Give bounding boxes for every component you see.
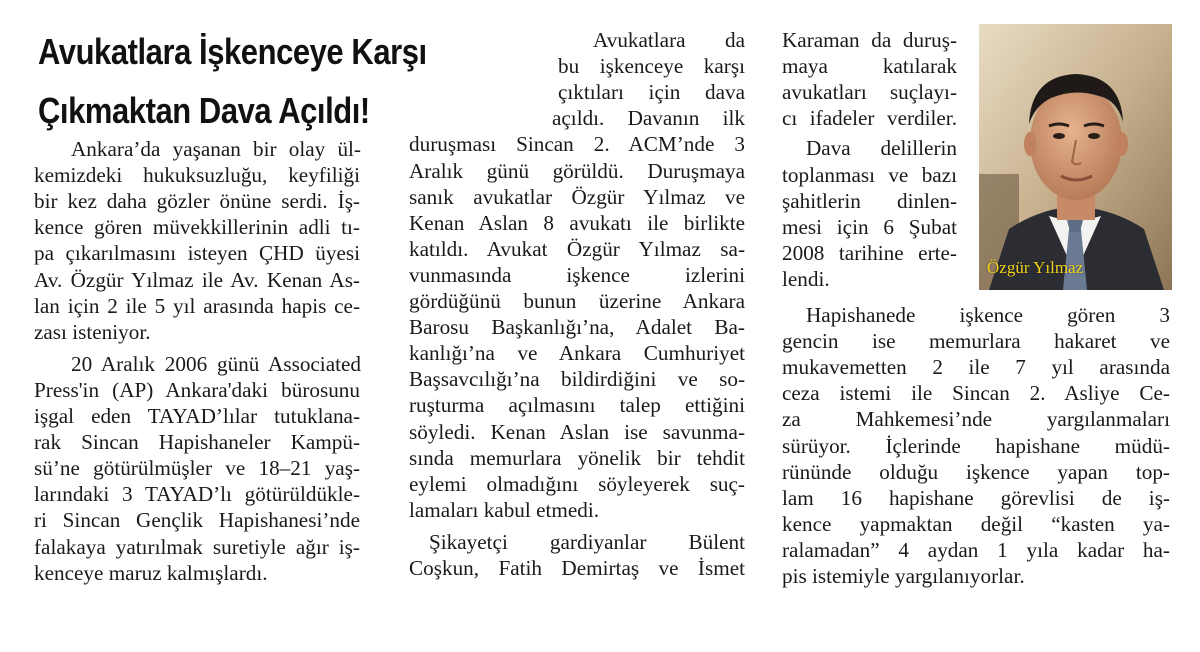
column1-line: Press'in (AP) Ankara'daki bürosunu bbox=[34, 378, 360, 402]
column2-line: Avukatlara da bbox=[593, 28, 745, 52]
column3-line: Hapishanede işkence gören 3 bbox=[806, 303, 1170, 327]
column2-line: sında memurlara yönelik bir tehdit bbox=[409, 446, 745, 470]
headline-line-1: Avukatlara İşkenceye Karşı bbox=[38, 31, 427, 72]
column2-line: gördüğünü bunun üzerine Ankara bbox=[409, 289, 745, 313]
column2-line: Barosu Başkanlığı’na, Adalet Ba- bbox=[409, 315, 745, 339]
portrait-photo bbox=[979, 24, 1172, 290]
column2-line: vunmasında işkence izlerini bbox=[409, 263, 745, 287]
column3-line: lendi. bbox=[782, 267, 830, 291]
column2-line: duruşması Sincan 2. ACM’nde 3 bbox=[409, 132, 745, 156]
column1-line: Ankara’da yaşanan bir olay ül- bbox=[71, 137, 361, 161]
column2-line: Başsavcılığı’na bildirdiğini ve so- bbox=[409, 367, 745, 391]
article-headline bbox=[38, 22, 485, 140]
column2-line: ruşturma açılmasını talep ettiğini bbox=[409, 393, 745, 417]
column3-line: za Mahkemesi’nde yargılanmaları bbox=[782, 407, 1170, 431]
column3-line: 2008 tarihine erte- bbox=[782, 241, 957, 265]
column2-line: söyledi. Kenan Aslan ise savunma- bbox=[409, 420, 745, 444]
column3-line: maya katılarak bbox=[782, 54, 957, 78]
column2-line: Coşkun, Fatih Demirtaş ve İsmet bbox=[409, 556, 745, 580]
column2-line: Kenan Aslan 8 avukatı ile birlikte bbox=[409, 211, 745, 235]
column2-line: Aralık günü görüldü. Duruşmaya bbox=[409, 159, 745, 183]
column1-line: rak Sincan Hapishaneler Kampü- bbox=[34, 430, 360, 454]
column3-line: avukatları suçlayı- bbox=[782, 80, 957, 104]
column1-line: kence gören müvekkillerinin adli tı- bbox=[34, 215, 360, 239]
column3-line: pis istemiyle yargılanıyorlar. bbox=[782, 564, 1025, 588]
column1-line: kemizdeki hukuksuzluğu, keyfiliği bbox=[34, 163, 360, 187]
column1-line: sü’ne götürülmüşler ve 18–21 yaş- bbox=[34, 456, 360, 480]
column3-line: rününde olduğu işkence yapan top- bbox=[782, 460, 1170, 484]
column3-line: lam 16 hapishane görevlisi de iş- bbox=[782, 486, 1170, 510]
column3-line: toplanması ve bazı bbox=[782, 163, 957, 187]
column2-line: kanlığı’na ve Ankara Cumhuriyet bbox=[409, 341, 745, 365]
column2-line: sanık avukatlar Özgür Yılmaz ve bbox=[409, 185, 745, 209]
column3-line: Dava delillerin bbox=[806, 136, 957, 160]
column3-line: şahitlerin dinlen- bbox=[782, 189, 957, 213]
column1-line: bir kez daha gözler önüne serdi. İş- bbox=[34, 189, 360, 213]
column1-line: pa çıkarılmasını isteyen ÇHD üyesi bbox=[34, 241, 360, 265]
column1-line: 20 Aralık 2006 günü Associated bbox=[71, 352, 361, 376]
column2-line: Şikayetçi gardiyanlar Bülent bbox=[429, 530, 745, 554]
headline-line-2: Çıkmaktan Dava Açıldı! bbox=[38, 90, 370, 131]
column2-line: bu işkenceye karşı bbox=[558, 54, 745, 78]
column2-line: katıldı. Avukat Özgür Yılmaz sa- bbox=[409, 237, 745, 261]
column2-line: eylemi olmadığını söyleyerek suç- bbox=[409, 472, 745, 496]
column1-line: lan için 2 ile 5 yıl arasında hapis ce- bbox=[34, 294, 360, 318]
column1-line: larındaki 3 TAYAD’lı götürüldükle- bbox=[34, 482, 360, 506]
column3-line: mukavemetten 2 ile 7 yıl arasında bbox=[782, 355, 1170, 379]
column1-line: işgal eden TAYAD’lılar tutuklana- bbox=[34, 404, 360, 428]
photo-caption: Özgür Yılmaz bbox=[987, 258, 1084, 277]
column1-line: falakaya yatırılmak suretiyle ağır iş- bbox=[34, 535, 360, 559]
column1-line: zası isteniyor. bbox=[34, 320, 151, 344]
column3-line: sürüyor. İçlerinde hapishane müdü- bbox=[782, 434, 1170, 458]
column3-line: Karaman da duruş- bbox=[782, 28, 957, 52]
column3-line: ralamadan” 4 aydan 1 yıla kadar ha- bbox=[782, 538, 1170, 562]
column2-line: lamaları kabul etmedi. bbox=[409, 498, 600, 522]
column3-line: kence yapmaktan değil “kasten ya- bbox=[782, 512, 1170, 536]
column3-line: gencin ise memurlara hakaret ve bbox=[782, 329, 1170, 353]
column3-line: mesi için 6 Şubat bbox=[782, 215, 957, 239]
column3-line: ceza istemi ile Sincan 2. Asliye Ce- bbox=[782, 381, 1170, 405]
column1-line: ri Sincan Gençlik Hapishanesi’nde bbox=[34, 508, 360, 532]
column1-line: Av. Özgür Yılmaz ile Av. Kenan As- bbox=[34, 268, 360, 292]
column1-line: kenceye maruz kalmışlardı. bbox=[34, 561, 268, 585]
column3-line: cı ifadeler verdiler. bbox=[782, 106, 957, 130]
column2-line: açıldı. Davanın ilk bbox=[552, 106, 745, 130]
column2-line: çıktıları için dava bbox=[558, 80, 745, 104]
portrait-illustration bbox=[979, 24, 1172, 290]
